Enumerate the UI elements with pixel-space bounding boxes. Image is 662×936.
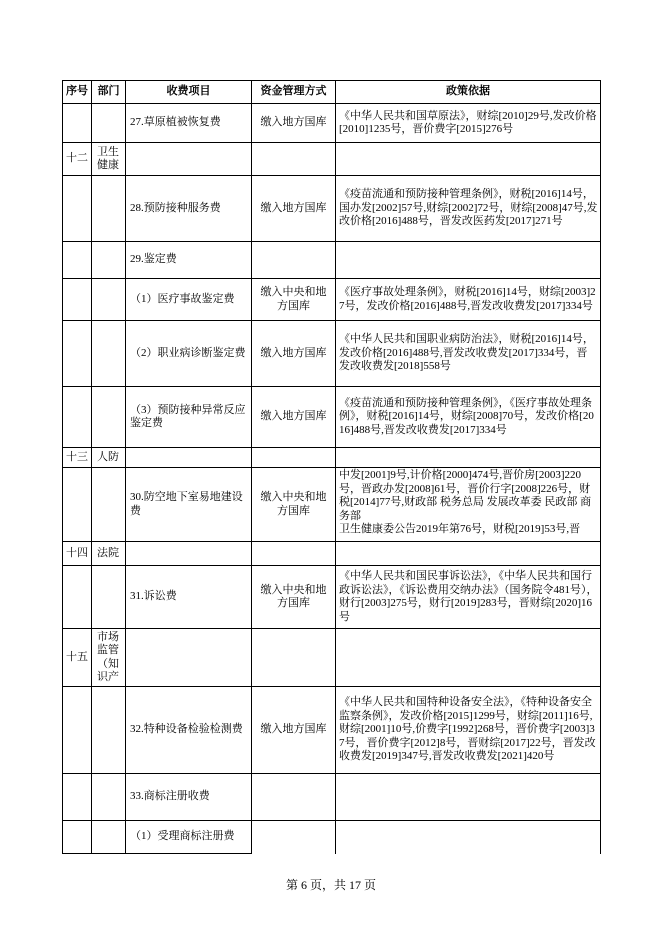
- fee-29-1-fund-cell: 缴入中央和地方国库: [252, 279, 336, 321]
- fee-27-policy-cell: 《中华人民共和国草原法》，财综[2010]29号,发改价格[2010]1235号，晋价费字[2015]276号: [336, 104, 601, 143]
- fee-27-index-cell: [63, 104, 92, 143]
- section-12-fund-cell: [252, 143, 336, 176]
- fee-28-dept-cell: [92, 176, 126, 242]
- fee-28-index-cell: [63, 176, 92, 242]
- fee-33-1-item-cell: （1）受理商标注册费: [126, 821, 252, 854]
- fee-32-fund-cell: 缴入地方国库: [252, 687, 336, 774]
- fee-32-policy-cell: 《中华人民共和国特种设备安全法》，《特种设备安全监察条例》，发改价格[2015]1299号，财综[2011]16号,财综[2001]10号,价费字[1992]268号，晋价费字[2003]37号，晋价费字[2012]8号，晋财综[2017]22号，晋发改收费发[2019]347号,晋发改收费发[2021]420号: [336, 687, 601, 774]
- fee-31-item-cell: 31.诉讼费: [126, 566, 252, 629]
- fee-30-dept-cell: [92, 468, 126, 542]
- header-index: 序号: [63, 81, 92, 104]
- fee-29-1-item-cell: （1）医疗事故鉴定费: [126, 279, 252, 321]
- section-14-dept-cell: 法院: [92, 542, 126, 566]
- section-13-item-cell: [126, 448, 252, 468]
- fee-33-1-dept-cell: [92, 821, 126, 854]
- fee-29-3-fund-cell: 缴入地方国库: [252, 387, 336, 448]
- fee-29-3-index-cell: [63, 387, 92, 448]
- fee-29-fund-cell: [252, 242, 336, 279]
- section-12-item-cell: [126, 143, 252, 176]
- fee-29-2-fund-cell: 缴入地方国库: [252, 321, 336, 387]
- fee-33-item-cell: 33.商标注册收费: [126, 774, 252, 821]
- section-15-policy-cell: [336, 629, 601, 687]
- section-14-fund-cell: [252, 542, 336, 566]
- fee-28-item-cell: 28.预防接种服务费: [126, 176, 252, 242]
- fee-31-dept-cell: [92, 566, 126, 629]
- section-13-fund-cell: [252, 448, 336, 468]
- fee-30-index-cell: [63, 468, 92, 542]
- header-policy: 政策依据: [336, 81, 601, 104]
- fee-30-policy-cell: 中发[2001]9号,计价格[2000]474号,晋价房[2003]220号，晋政办发[2008]61号，晋价行字[2008]226号，财税[2014]77号,财政部 税务总局 发展改革委 民政部 商务部 卫生健康委公告2019年第76号，财税[2019]53号,晋: [336, 468, 601, 542]
- fee-29-1-index-cell: [63, 279, 92, 321]
- section-13-policy-cell: [336, 448, 601, 468]
- fee-table: [62, 80, 601, 854]
- fee-33-1-policy-cell: [336, 821, 601, 854]
- fee-33-fund-cell: [252, 774, 336, 821]
- fee-31-index-cell: [63, 566, 92, 629]
- fee-29-item-cell: 29.鉴定费: [126, 242, 252, 279]
- fee-30-item-cell: 30.防空地下室易地建设费: [126, 468, 252, 542]
- fee-29-2-item-cell: （2）职业病诊断鉴定费: [126, 321, 252, 387]
- fee-28-policy-cell: 《疫苗流通和预防接种管理条例》，财税[2016]14号，国办发[2002]57号,财综[2002]72号，财综[2008]47号,发改价格[2016]488号，晋发改医药发[2017]271号: [336, 176, 601, 242]
- fee-29-dept-cell: [92, 242, 126, 279]
- fee-31-fund-cell: 缴入中央和地方国库: [252, 566, 336, 629]
- fee-29-index-cell: [63, 242, 92, 279]
- section-12-dept-cell: 卫生健康: [92, 143, 126, 176]
- fee-27-item-cell: 27.草原植被恢复费: [126, 104, 252, 143]
- fee-31-policy-cell: 《中华人民共和国民事诉讼法》，《中华人民共和国行政诉讼法》，《诉讼费用交纳办法》（国务院令481号），财行[2003]275号，财行[2019]283号，晋财综[2020]16号: [336, 566, 601, 629]
- section-12-index-cell: 十二: [63, 143, 92, 176]
- fee-29-2-index-cell: [63, 321, 92, 387]
- fee-33-1-fund-cell: [252, 821, 336, 854]
- header-item: 收费项目: [126, 81, 252, 104]
- fee-30-fund-cell: 缴入中央和地方国库: [252, 468, 336, 542]
- fee-29-3-dept-cell: [92, 387, 126, 448]
- fee-33-1-index-cell: [63, 821, 92, 854]
- section-14-index-cell: 十四: [63, 542, 92, 566]
- section-15-fund-cell: [252, 629, 336, 687]
- header-dept: 部门: [92, 81, 126, 104]
- section-13-index-cell: 十三: [63, 448, 92, 468]
- fee-33-index-cell: [63, 774, 92, 821]
- fee-32-dept-cell: [92, 687, 126, 774]
- fee-29-2-policy-cell: 《中华人民共和国职业病防治法》，财税[2016]14号，发改价格[2016]488号,晋发改收费发[2017]334号，晋发改收费发[2018]558号: [336, 321, 601, 387]
- section-15-item-cell: [126, 629, 252, 687]
- fee-33-dept-cell: [92, 774, 126, 821]
- fee-29-1-dept-cell: [92, 279, 126, 321]
- section-14-item-cell: [126, 542, 252, 566]
- fee-29-policy-cell: [336, 242, 601, 279]
- fee-28-fund-cell: 缴入地方国库: [252, 176, 336, 242]
- fee-27-fund-cell: 缴入地方国库: [252, 104, 336, 143]
- section-13-dept-cell: 人防: [92, 448, 126, 468]
- section-12-policy-cell: [336, 143, 601, 176]
- fee-32-index-cell: [63, 687, 92, 774]
- page-number: 第 6 页，共 17 页: [285, 878, 376, 892]
- fee-27-dept-cell: [92, 104, 126, 143]
- section-15-dept-cell: 市场监管（知识产: [92, 629, 126, 687]
- section-14-policy-cell: [336, 542, 601, 566]
- fee-33-policy-cell: [336, 774, 601, 821]
- section-15-index-cell: 十五: [63, 629, 92, 687]
- fee-32-item-cell: 32.特种设备检验检测费: [126, 687, 252, 774]
- fee-29-3-item-cell: （3）预防接种异常反应鉴定费: [126, 387, 252, 448]
- fee-29-3-policy-cell: 《疫苗流通和预防接种管理条例》，《医疗事故处理条例》，财税[2016]14号，财综[2008]70号，发改价格[2016]488号,晋发改收费发[2017]334号: [336, 387, 601, 448]
- fee-29-1-policy-cell: 《医疗事故处理条例》，财税[2016]14号，财综[2003]27号，发改价格[2016]488号,晋发改收费发[2017]334号: [336, 279, 601, 321]
- header-fund: 资金管理方式: [252, 81, 336, 104]
- fee-29-2-dept-cell: [92, 321, 126, 387]
